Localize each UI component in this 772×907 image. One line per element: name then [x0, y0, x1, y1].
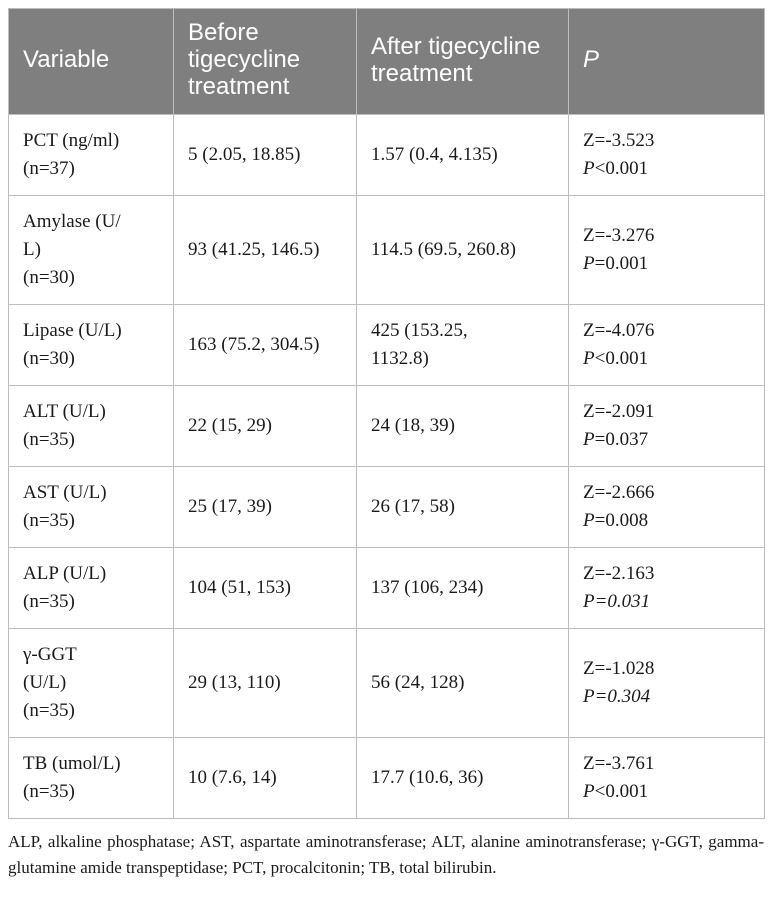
variable-cell-text: (n=37) [23, 158, 75, 179]
z-statistic: Z=-1.028 [583, 658, 655, 679]
table-row [9, 386, 765, 467]
z-statistic: Z=-3.276 [583, 225, 655, 246]
after-cell-text: 56 (24, 128) [371, 672, 465, 693]
p-number: =0.037 [594, 429, 649, 450]
table-row [9, 305, 765, 386]
header-after: After tigecycline treatment [357, 9, 569, 115]
variable-cell-text: PCT (ng/ml) [23, 130, 120, 151]
variable-cell-text: ALP (U/L) [23, 563, 107, 584]
p-value [583, 155, 750, 183]
after-cell-text: 114.5 (69.5, 260.8) [371, 239, 516, 260]
variable-cell-text: TB (umol/L) [23, 753, 121, 774]
before-cell [174, 467, 357, 548]
after-cell-text: 1.57 (0.4, 4.135) [371, 144, 498, 165]
p-value [583, 683, 750, 711]
after-cell [357, 115, 569, 196]
variable-cell-text: (n=35) [23, 510, 75, 531]
before-cell [174, 629, 357, 738]
table-row [9, 738, 765, 819]
table-row [9, 467, 765, 548]
p-number: <0.001 [594, 158, 649, 179]
variable-cell-text: (n=30) [23, 348, 75, 369]
p-number: =0.304 [594, 686, 651, 707]
table-body [9, 115, 765, 819]
z-statistic: Z=-4.076 [583, 320, 655, 341]
before-cell [174, 548, 357, 629]
p-cell [569, 386, 765, 467]
after-cell-text: 137 (106, 234) [371, 577, 484, 598]
header-before: Before tigecycline treatment [174, 9, 357, 115]
after-cell [357, 629, 569, 738]
table-row [9, 196, 765, 305]
p-number: =0.008 [594, 510, 649, 531]
table-container [8, 8, 764, 881]
footnote: ALP, alkaline phosphatase; AST, aspartate aminotransferase; ALT, alanine aminotransferase; γ-GGT, gamma-glutamine amide transpeptidase; PCT, procalcitonin; TB, total bilirubin. [8, 832, 764, 877]
after-cell [357, 196, 569, 305]
before-cell [174, 305, 357, 386]
z-statistic: Z=-3.761 [583, 753, 655, 774]
p-label: P [583, 591, 595, 612]
after-cell [357, 386, 569, 467]
table-row [9, 115, 765, 196]
p-cell [569, 467, 765, 548]
p-cell [569, 196, 765, 305]
before-cell-text: 10 (7.6, 14) [188, 767, 277, 788]
p-value [583, 250, 750, 278]
p-number: =0.031 [594, 591, 651, 612]
p-value [583, 345, 750, 373]
before-cell-text: 29 (13, 110) [188, 672, 281, 693]
variable-cell-text: L) [23, 239, 41, 260]
p-label: P [583, 510, 595, 531]
p-cell [569, 115, 765, 196]
before-cell-text: 163 (75.2, 304.5) [188, 334, 320, 355]
header-p: P [569, 9, 765, 115]
variable-cell-text: Amylase (U/ [23, 211, 121, 232]
p-label: P [583, 253, 595, 274]
p-label: P [583, 686, 595, 707]
after-cell [357, 738, 569, 819]
before-cell [174, 196, 357, 305]
header-row [9, 9, 765, 115]
p-cell [569, 738, 765, 819]
variable-cell-text: (n=35) [23, 781, 75, 802]
p-label: P [583, 781, 595, 802]
after-cell-text: 24 (18, 39) [371, 415, 455, 436]
variable-cell-text: (n=35) [23, 700, 75, 721]
variable-cell-text: (n=35) [23, 591, 75, 612]
before-cell-text: 93 (41.25, 146.5) [188, 239, 320, 260]
variable-cell-text: ALT (U/L) [23, 401, 106, 422]
p-value [583, 588, 750, 616]
z-statistic: Z=-2.091 [583, 401, 655, 422]
before-cell-text: 25 (17, 39) [188, 496, 272, 517]
after-cell [357, 305, 569, 386]
variable-cell [9, 115, 174, 196]
variable-cell-text: (n=35) [23, 429, 75, 450]
p-cell [569, 629, 765, 738]
variable-cell-text: (n=30) [23, 267, 75, 288]
variable-cell [9, 738, 174, 819]
table-row [9, 629, 765, 738]
p-label: P [583, 158, 595, 179]
p-number: <0.001 [594, 781, 649, 802]
variable-cell [9, 386, 174, 467]
before-cell [174, 115, 357, 196]
variable-cell [9, 196, 174, 305]
p-label: P [583, 429, 595, 450]
after-cell [357, 467, 569, 548]
after-cell-text: 17.7 (10.6, 36) [371, 767, 484, 788]
p-cell [569, 305, 765, 386]
before-cell-text: 5 (2.05, 18.85) [188, 144, 301, 165]
p-number: =0.001 [594, 253, 649, 274]
variable-cell-text: AST (U/L) [23, 482, 107, 503]
variable-cell [9, 305, 174, 386]
before-cell [174, 738, 357, 819]
p-value [583, 507, 750, 535]
after-cell-text: 1132.8) [371, 348, 429, 369]
z-statistic: Z=-2.163 [583, 563, 655, 584]
variable-cell [9, 467, 174, 548]
p-value [583, 426, 750, 454]
variable-cell-text: γ-GGT [23, 644, 77, 665]
p-label: P [583, 348, 595, 369]
header-variable: Variable [9, 9, 174, 115]
variable-cell [9, 629, 174, 738]
after-cell-text: 26 (17, 58) [371, 496, 455, 517]
after-cell [357, 548, 569, 629]
variable-cell-text: Lipase (U/L) [23, 320, 122, 341]
variable-cell [9, 548, 174, 629]
before-cell-text: 22 (15, 29) [188, 415, 272, 436]
p-number: <0.001 [594, 348, 649, 369]
p-value [583, 778, 750, 806]
table-row [9, 548, 765, 629]
variable-cell-text: (U/L) [23, 672, 67, 693]
results-table [8, 8, 765, 819]
after-cell-text: 425 (153.25, [371, 320, 468, 341]
p-cell [569, 548, 765, 629]
before-cell [174, 386, 357, 467]
z-statistic: Z=-3.523 [583, 130, 655, 151]
before-cell-text: 104 (51, 153) [188, 577, 291, 598]
z-statistic: Z=-2.666 [583, 482, 655, 503]
